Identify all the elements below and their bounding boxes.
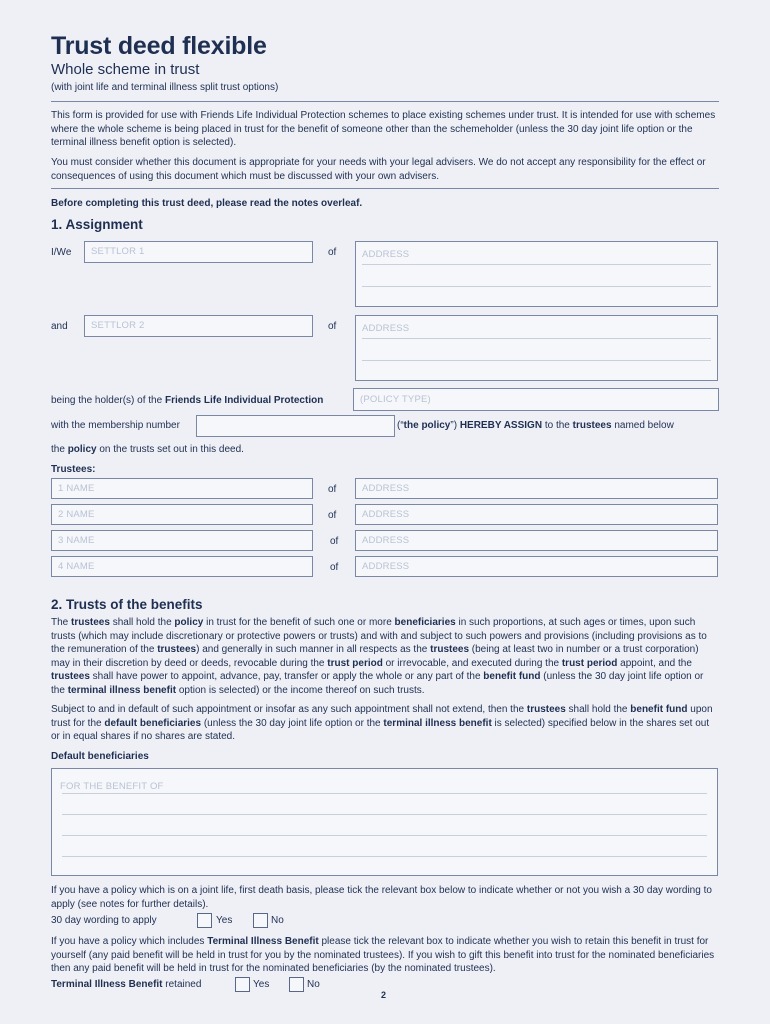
default-beneficiaries-label: Default beneficiaries — [51, 751, 149, 762]
intro-paragraph-2: You must consider whether this document is appropriate for your needs with your legal advisers. We do not accept any responsibility for the effect or consequences of using this document which must be discussed with your own advisers. — [51, 157, 706, 182]
trustee-4-address-input[interactable] — [355, 556, 718, 577]
read-notes-instruction: Before completing this trust deed, please read the notes overleaf. — [51, 198, 363, 209]
assign-text — [397, 420, 674, 431]
tib-yes-checkbox[interactable] — [235, 977, 250, 992]
address-placeholder: ADDRESS — [362, 249, 410, 260]
subtitle-note: (with joint life and terminal illness split trust options) — [51, 82, 279, 93]
trustee-3-name-input[interactable] — [51, 530, 313, 551]
page-subtitle: Whole scheme in trust — [51, 61, 200, 78]
trusts-paragraph-1 — [51, 616, 719, 697]
trustee-2-name-input[interactable] — [51, 504, 313, 525]
settlor-1-address-input[interactable] — [355, 241, 718, 307]
bold-term: trust period — [561, 657, 618, 669]
policy-type-input[interactable] — [353, 388, 719, 411]
iwe-label: I/We — [51, 247, 72, 258]
bold-term: Terminal Illness Benefit — [207, 936, 319, 947]
section-heading-trusts: 2. Trusts of the benefits — [51, 597, 203, 612]
wording-yes-checkbox[interactable] — [197, 913, 212, 928]
settlor-1-input[interactable] — [84, 241, 313, 263]
settlor-2-placeholder: SETTLOR 2 — [91, 320, 145, 331]
address-placeholder: ADDRESS — [362, 323, 410, 334]
to-the: to the — [542, 420, 573, 431]
page-number: 2 — [381, 990, 387, 1000]
text-run: ) and generally in such manner in all respects as the — [196, 644, 431, 655]
wording-no-label: No — [271, 915, 284, 926]
holder-prefix: being the holder(s) of the — [51, 395, 165, 406]
trustees-term: trustees — [572, 420, 612, 431]
beneficiary-line — [62, 856, 707, 857]
address-line — [362, 264, 711, 265]
bold-term: policy — [174, 617, 204, 628]
bold-term: benefit fund — [630, 704, 688, 715]
wording-label: 30 day wording to apply — [51, 915, 157, 926]
policy-term: policy — [67, 444, 97, 455]
retained-word: retained — [162, 979, 202, 990]
text-run: (unless the 30 day joint life option or the — [51, 671, 704, 696]
trustees-label: Trustees: — [51, 464, 96, 475]
wording-yes-label: Yes — [216, 915, 233, 926]
named-below: named below — [611, 420, 674, 431]
page-title: Trust deed flexible — [51, 32, 267, 60]
address-line — [362, 360, 711, 361]
tib-retained-label — [51, 979, 201, 990]
text-run: Subject to and in default of such appointment or insofar as any such appointment shall not extend, then the — [51, 704, 527, 715]
of-label: of — [328, 247, 337, 258]
text-run: shall hold the — [565, 704, 631, 715]
terminal-illness-instruction — [51, 935, 719, 976]
bold-term: terminal illness benefit — [67, 684, 177, 696]
text-run: in trust for the benefit of such one or more — [203, 617, 395, 628]
bold-term: trustees — [71, 617, 110, 628]
text-run: (being at least two in number or a trust corporation) may in their discretion by deed or deeds, revocable during the — [51, 644, 699, 669]
text-run: appoint, and the — [617, 657, 692, 669]
trustee-1-name-input[interactable] — [51, 478, 313, 499]
address-placeholder: ADDRESS — [362, 535, 410, 546]
settlor-2-address-input[interactable] — [355, 315, 718, 381]
bold-term: trust period — [327, 657, 383, 669]
of-label: of — [330, 562, 339, 573]
text-run: or irrevocable, and executed during the — [382, 657, 562, 669]
section-heading-assignment: 1. Assignment — [51, 217, 143, 232]
text-run: (unless the 30 day joint life option or the — [201, 717, 384, 729]
settlor-1-placeholder: SETTLOR 1 — [91, 246, 145, 257]
text-run: in such proportions, at such ages or times, upon such trusts (which may include discretionary or protective powers or trusts) and with and subject to such powers and provisions (including provisions as to the remuneration of the — [51, 617, 707, 655]
tib-term: Terminal Illness Benefit — [51, 979, 163, 990]
of-label: of — [328, 484, 337, 495]
address-placeholder: ADDRESS — [362, 561, 410, 572]
joint-life-instruction: If you have a policy which is on a joint life, first death basis, please tick the relevant box below to indicate whether or not you wish a 30 day wording to apply (see notes for further details). — [51, 885, 712, 910]
bold-term: beneficiaries — [394, 617, 456, 628]
beneficiary-line — [62, 814, 707, 815]
beneficiary-line — [62, 793, 707, 794]
tib-no-label: No — [307, 979, 320, 990]
product-name: Friends Life Individual Protection — [164, 395, 324, 406]
holder-text — [51, 395, 323, 406]
address-placeholder: ADDRESS — [362, 509, 410, 520]
text-run: The — [51, 617, 72, 628]
trustee-name-placeholder: 4 NAME — [58, 561, 95, 572]
trustee-name-placeholder: 3 NAME — [58, 535, 95, 546]
wording-no-checkbox[interactable] — [253, 913, 268, 928]
text-run: option is selected) or the income thereof on such trusts. — [176, 684, 425, 696]
hereby-assign: HEREBY ASSIGN — [459, 420, 543, 431]
address-placeholder: ADDRESS — [362, 483, 410, 494]
trustee-1-address-input[interactable] — [355, 478, 718, 499]
bold-term: trustees — [51, 671, 90, 682]
divider — [51, 101, 719, 102]
trustee-name-placeholder: 1 NAME — [58, 483, 95, 494]
on-trusts: on the trusts set out in this deed. — [96, 444, 244, 455]
address-line — [362, 286, 711, 287]
and-label: and — [51, 321, 68, 332]
text-run: shall hold the — [109, 617, 175, 628]
trustee-4-name-input[interactable] — [51, 556, 313, 577]
bold-term: terminal illness benefit — [383, 717, 492, 729]
policy-trusts-text — [51, 444, 244, 455]
policy-type-placeholder: (POLICY TYPE) — [360, 394, 431, 405]
for-the-benefit-placeholder: FOR THE BENEFIT OF — [60, 781, 164, 792]
membership-number-input[interactable] — [196, 415, 395, 437]
default-beneficiaries-input[interactable] — [51, 768, 718, 876]
bold-term: trustees — [157, 644, 197, 655]
quote-open: (“ — [397, 420, 404, 431]
bold-term: benefit fund — [483, 671, 541, 682]
bold-term: default beneficiaries — [104, 717, 202, 729]
of-label: of — [330, 536, 339, 547]
trustee-2-address-input[interactable] — [355, 504, 718, 525]
bold-term: trustees — [430, 644, 470, 655]
quote-close: ”) — [450, 420, 460, 431]
trustee-3-address-input[interactable] — [355, 530, 718, 551]
intro-paragraph-1: This form is provided for use with Friends Life Individual Protection schemes to place existing schemes under trust. It is intended for use with schemes where the whole scheme is being placed in trust for the benefit of someone other than the schemeholder (unless the 30 day joint life option or the terminal illness benefit option is selected). — [51, 110, 716, 148]
tib-no-checkbox[interactable] — [289, 977, 304, 992]
address-line — [362, 338, 711, 339]
text-run: upon trust for the — [51, 704, 713, 729]
membership-label: with the membership number — [51, 420, 180, 431]
of-label: of — [328, 321, 337, 332]
of-label: of — [328, 510, 337, 521]
the-word: the — [51, 444, 68, 455]
bold-term: trustees — [526, 704, 566, 715]
the-policy-term: the policy — [403, 420, 451, 431]
trusts-paragraph-2 — [51, 703, 719, 744]
text-run: please tick the relevant box to indicate whether you wish to retain this benefit in trust for yourself (any paid benefit will be held in trust for you by the nominated trustees). If you wish to gift this benefit into trust for the nominated beneficiaries then any paid benefit will be held in trust for the nominated beneficiaries (by the nominated trustees). — [51, 936, 715, 974]
settlor-2-input[interactable] — [84, 315, 313, 337]
beneficiary-line — [62, 835, 707, 836]
text-run: is selected) specified below in the shares set out or in equal shares if no shares are stated. — [51, 717, 710, 742]
tib-yes-label: Yes — [253, 979, 270, 990]
divider — [51, 188, 719, 189]
text-run: If you have a policy which includes — [51, 936, 208, 947]
text-run: shall have power to appoint, advance, pay, transfer or apply the whole or any part of the — [89, 671, 484, 682]
trustee-name-placeholder: 2 NAME — [58, 509, 95, 520]
